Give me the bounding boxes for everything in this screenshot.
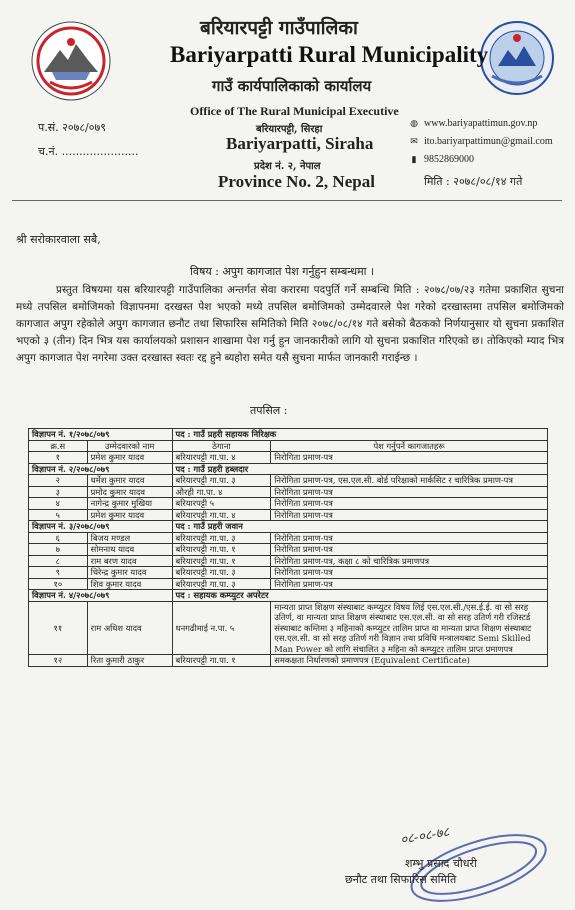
table-row — [29, 532, 548, 544]
candidate-name: धिरेन्द्र कुमार यादव — [87, 567, 172, 579]
municipality-name-ne: बरियारपट्टी गाउँपालिका — [200, 17, 358, 39]
post-name: पद : गाउँ प्रहरी हब्लदार — [172, 463, 547, 475]
candidate-address: बरियारपट्टी गा.पा. ३ — [172, 475, 271, 487]
municipality-logo — [478, 18, 556, 98]
required-documents: समकक्षता निर्धारणको प्रमाणपत्र (Equivalent Certificate) — [271, 655, 548, 667]
serial-number: १ — [29, 452, 88, 464]
serial-number: १० — [29, 578, 88, 590]
municipality-name-en: Bariyarpatti Rural Municipality — [170, 42, 489, 67]
table-row — [29, 498, 548, 510]
required-documents: निरोगिता प्रमाण-पत्र, कक्षा ८ को चारित्रिक प्रमाणपत्र — [271, 555, 548, 567]
required-documents: निरोगिता प्रमाण-पत्र — [271, 544, 548, 556]
advertisement-row — [29, 521, 548, 533]
candidate-address: बरियारपट्टी गा.पा. ३ — [172, 578, 271, 590]
post-name: पद : गाउँ प्रहरी सहायक निरिक्षक — [172, 429, 547, 441]
candidate-name: राम अधिश यादव — [87, 601, 172, 655]
advertisement-row — [29, 463, 548, 475]
phone: 9852869000 — [424, 154, 474, 165]
advertisement-number: विज्ञापन नं. ३/२०७८/०७९ — [29, 521, 173, 533]
table-row — [29, 555, 548, 567]
required-documents: निरोगिता प्रमाण-पत्र — [271, 509, 548, 521]
candidate-name: बिजय मण्डल — [87, 532, 172, 544]
candidate-name: प्रमेश कुमार यादव — [87, 452, 172, 464]
candidate-address: औरही गा.पा. ४ — [172, 486, 271, 498]
email: ito.bariyarpattimun@gmail.com — [424, 136, 553, 147]
candidate-name: शिव कुमार यादव — [87, 578, 172, 590]
globe-icon: ◍ — [410, 118, 418, 128]
serial-number: ५ — [29, 509, 88, 521]
advertisement-row — [29, 429, 548, 441]
notice-body: प्रस्तुत विषयमा यस बरियारपट्टी गाउँपालिका अन्तर्गत सेवा करारमा पदपुर्ति गर्ने सम्बन्धि मिति : २०७८/०७/२३ गतेमा प्रकाशित सुचना मध्ये तपसिल बमोजिमको विज्ञापनमा दरखस्त पेश भएको मध्ये तपसिल बमोजिमको उम्मेदवारले पेश गरेको दरखास्तमा तपसिल बमोजिमको कागजात अपुग रहेकोले अपुग कागजात छनौट तथा सिफारिस समितिको मिति २०७८/०८/१४ गते बसेको बैठकको निर्णयानुसार यो सुचना प्रकाशित भएको ३ (तीन) दिन भित्र यस कार्यालयको प्रशासन शाखामा पेश गर्नु हुन जानकारीको लागि यो सुचना प्रकाशित गरिएको छ। तोकिएको म्याद भित्र अपुग कागजात पेश नगरेमा उक्त दरखास्त स्वतः रद्द हुने ब्यहोरा समेत यसै सुचना मार्फत जानकारी गराईन्छ । — [16, 284, 564, 364]
nepal-emblem-logo — [30, 20, 112, 102]
candidate-name: राम बरण यादव — [87, 555, 172, 567]
column-header: ठेगाना — [172, 440, 271, 452]
column-header: उम्मेदवारको नाम — [87, 440, 172, 452]
required-documents: निरोगिता प्रमाण-पत्र — [271, 567, 548, 579]
website-line — [408, 118, 537, 129]
candidate-address: बरियारपट्टी ५ — [172, 498, 271, 510]
advertisement-number: विज्ञापन नं. २/२०७८/०७९ — [29, 463, 173, 475]
dispatch-number: च.नं. ...................... — [38, 145, 139, 158]
serial-number: ९ — [29, 567, 88, 579]
candidate-address: बरियारपट्टी गा.पा. ४ — [172, 509, 271, 521]
candidate-name: धर्मेश कुमार यादव — [87, 475, 172, 487]
advertisement-number: विज्ञापन नं. १/२०७८/०७९ — [29, 429, 173, 441]
column-header: क्र.स — [29, 440, 88, 452]
candidate-address: बरियारपट्टी गा.पा. १ — [172, 655, 271, 667]
subject-line: विषय : अपुग कागजात पेश गर्नुहुन सम्बन्धमा । — [190, 265, 375, 278]
website: www.bariyapattimun.gov.np — [424, 118, 538, 129]
table-row — [29, 509, 548, 521]
candidate-address: बरियारपट्टी गा.पा. ३ — [172, 532, 271, 544]
post-name: पद : गाउँ प्रहरी जवान — [172, 521, 547, 533]
candidate-address: बरियारपट्टी गा.पा. १ — [172, 555, 271, 567]
province-ne: प्रदेश नं. २, नेपाल — [254, 161, 321, 172]
serial-number: ४ — [29, 498, 88, 510]
table-row — [29, 601, 548, 655]
required-documents: मान्यता प्राप्त शिक्षण संस्थाबाट कम्प्युटर विषय लिई एस.एल.सी./एस.ई.ई. वा सो सरह उतिर्ण, वा मान्यता प्राप्त शिक्षण संस्थाबाट एस.एल.सी. वा सो सरह उतिर्ण गरी रजिस्टर्ड संस्थाबाट कम्तिमा ३ महिनाको कम्प्युटर तालिम प्राप्त वा मान्यता प्राप्त शिक्षण संस्थाबाट एस.एल.सी. वा सो सरह उतिर्ण गरी विज्ञान तथा प्रविधि मन्त्रालयबाट Semi Skilled Man Power को लागि संचालित ३ महिना को कम्प्युटर तालिम प्राप्त प्रमाणपत्र — [271, 601, 548, 655]
candidate-name: रिता कुमारी ठाकुर — [87, 655, 172, 667]
province-en: Province No. 2, Nepal — [218, 172, 375, 191]
addressee: श्री सरोकारवाला सबै, — [16, 233, 101, 246]
required-documents: निरोगिता प्रमाण-पत्र — [271, 578, 548, 590]
phone-line — [408, 154, 474, 165]
candidate-name: प्रमोद कुमार यादव — [87, 486, 172, 498]
candidate-address: बरियारपट्टी गा.पा. १ — [172, 544, 271, 556]
post-name: पद : सहायक कम्प्युटर अपरेटर — [172, 590, 547, 602]
serial-number: ३ — [29, 486, 88, 498]
table-row — [29, 578, 548, 590]
place-ne: बरियारपट्टी, सिरहा — [256, 124, 323, 135]
required-documents: निरोगिता प्रमाण-पत्र — [271, 452, 548, 464]
required-documents: निरोगिता प्रमाण-पत्र — [271, 486, 548, 498]
candidate-address: बरियारपट्टी गा.पा. ३ — [172, 567, 271, 579]
candidate-name: प्रमेश कुमार यादव — [87, 509, 172, 521]
candidate-name: नागेन्द्र कुमार मुखिया — [87, 498, 172, 510]
header-divider — [12, 200, 562, 201]
table-row — [29, 655, 548, 667]
table-row — [29, 544, 548, 556]
serial-number: ६ — [29, 532, 88, 544]
reference-number: प.सं. २०७८/०७९ — [38, 121, 106, 134]
serial-number: ११ — [29, 601, 88, 655]
table-row — [29, 486, 548, 498]
document-requirements-table — [28, 428, 548, 667]
serial-number: १२ — [29, 655, 88, 667]
handwritten-date: ०८-०८-७८ — [399, 824, 451, 849]
office-name-en: Office of The Rural Municipal Executive — [190, 104, 399, 118]
schedule-label: तपसिल : — [250, 404, 288, 417]
email-icon: ✉ — [410, 136, 418, 146]
letter-date: मिति : २०७८/०८/१४ गते — [424, 175, 523, 188]
table-row — [29, 452, 548, 464]
table-row — [29, 475, 548, 487]
column-header: पेश गर्नुपर्ने कागजातहरू — [271, 440, 548, 452]
advertisement-number: विज्ञापन नं. ४/२०७८/०७९ — [29, 590, 173, 602]
required-documents: निरोगिता प्रमाण-पत्र — [271, 532, 548, 544]
candidate-name: सोमनाथ यादव — [87, 544, 172, 556]
place-en: Bariyarpatti, Siraha — [226, 134, 374, 153]
required-documents: निरोगिता प्रमाण-पत्र — [271, 498, 548, 510]
table-header-row — [29, 440, 548, 452]
phone-icon: ▮ — [411, 154, 417, 164]
signatory-role: छनौट तथा सिफारिस समिति — [345, 873, 457, 886]
serial-number: २ — [29, 475, 88, 487]
table-row — [29, 567, 548, 579]
office-name-ne: गाउँ कार्यपालिकाको कार्यालय — [212, 77, 372, 95]
signatory-name: शम्भु प्रसाद चौधरी — [405, 857, 477, 870]
serial-number: ७ — [29, 544, 88, 556]
advertisement-row — [29, 590, 548, 602]
email-line — [408, 136, 553, 147]
candidate-address: बरियारपट्टी गा.पा. ४ — [172, 452, 271, 464]
serial-number: ८ — [29, 555, 88, 567]
candidate-address: धनगढीमाई न.पा. ५ — [172, 601, 271, 655]
required-documents: निरोगिता प्रमाण-पत्र, एस.एल.सी. बोर्ड परिक्षाको मार्कसिट र चारित्रिक प्रमाण-पत्र — [271, 475, 548, 487]
